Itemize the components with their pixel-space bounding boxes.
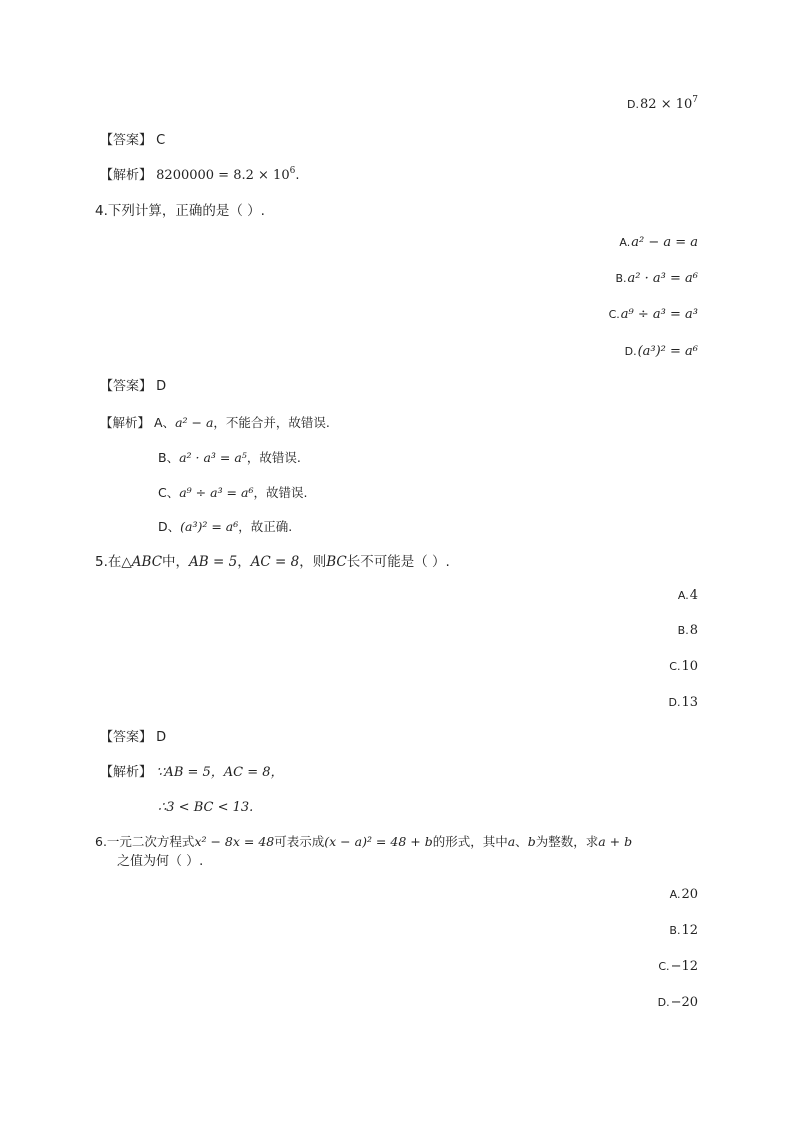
- q5-option-c: [669, 658, 698, 676]
- q5-option-d: [668, 694, 698, 712]
- option-value: 8: [689, 623, 698, 638]
- option-label: A.: [619, 236, 631, 249]
- solution-3: [100, 167, 299, 185]
- answer-value: D: [156, 379, 167, 394]
- solution-expression: ∴3 < BC < 13.: [158, 800, 254, 815]
- option-label: D.: [657, 996, 670, 1009]
- solution-expression: (a³)² = a⁶: [180, 519, 239, 534]
- solution-tag: 【解析】: [100, 415, 151, 430]
- option-label: A.: [677, 589, 689, 602]
- solution-expression: a² · a³ = a⁵: [179, 450, 247, 465]
- stem-math: b: [527, 834, 536, 849]
- stem-text: 的形式，其中: [432, 834, 508, 849]
- q5-option-a: [678, 587, 698, 605]
- option-expression: a⁹ ÷ a³ = a³: [620, 307, 698, 322]
- option-label: C.: [658, 960, 670, 973]
- solution-expression: 8200000 = 8.2 × 10: [156, 168, 290, 183]
- stem-math: a + b: [598, 834, 633, 849]
- q5-option-b: [678, 622, 698, 640]
- option-expression: a² − a = a: [631, 235, 698, 250]
- stem-text: ，则: [299, 554, 327, 570]
- option-label: D.: [668, 696, 681, 709]
- option-label: B.: [677, 624, 689, 637]
- solution-expression: ∵AB = 5，AC = 8，: [156, 765, 284, 780]
- solution-4-b: [158, 449, 301, 467]
- answer-value: C: [156, 133, 166, 148]
- question-6-stem: [95, 833, 632, 851]
- option-label: B.: [615, 272, 627, 285]
- solution-expression: a² − a: [175, 415, 214, 430]
- stem-math: AC = 8: [250, 554, 300, 570]
- answer-3: [100, 132, 165, 150]
- stem-text: 长不可能是（ ）.: [346, 554, 450, 570]
- stem-math: AB = 5: [189, 554, 238, 570]
- solution-exponent: 6: [289, 165, 296, 176]
- answer-tag: 【答案】: [100, 379, 153, 394]
- option-exponent: 7: [692, 94, 698, 105]
- q6-option-a: [670, 886, 698, 904]
- solution-4-d: [158, 518, 292, 536]
- solution-text: ，故正确.: [238, 519, 293, 534]
- stem-text: 、: [515, 834, 528, 849]
- option-value: 13: [681, 695, 698, 710]
- stem-text: 中，: [162, 554, 190, 570]
- answer-tag: 【答案】: [100, 730, 153, 745]
- q6-option-b: [669, 922, 698, 940]
- solution-5-line1: [100, 764, 284, 782]
- option-expression: 82 × 10: [640, 97, 693, 112]
- stem-text: 6.一元二次方程式: [95, 834, 195, 849]
- question-4-stem: 4.下列计算，正确的是（ ）.: [95, 203, 265, 219]
- answer-tag: 【答案】: [100, 133, 153, 148]
- solution-prefix: D、: [158, 519, 181, 534]
- option-expression: a² · a³ = a⁶: [627, 271, 698, 286]
- option-expression: (a³)² = a⁶: [637, 344, 698, 359]
- option-value: 12: [681, 923, 698, 938]
- solution-end: .: [295, 168, 300, 183]
- option-label: C.: [608, 308, 620, 321]
- option-value: 20: [681, 887, 698, 902]
- solution-tag: 【解析】: [100, 168, 153, 183]
- option-label: D.: [624, 345, 637, 358]
- stem-math: (x − a)² = 48 + b: [324, 834, 433, 849]
- stem-math: a: [507, 834, 516, 849]
- option-value: −20: [670, 995, 698, 1010]
- option-value: −12: [670, 959, 698, 974]
- option-label: D.: [627, 98, 640, 111]
- q4-option-b: [616, 270, 699, 288]
- q6-option-c: [658, 958, 698, 976]
- option-value: 10: [681, 659, 698, 674]
- answer-value: D: [156, 730, 167, 745]
- solution-4-a: [100, 414, 330, 432]
- solution-text: ，故错误.: [246, 450, 301, 465]
- stem-text: ，: [237, 554, 251, 570]
- stem-text: 为整数，求: [535, 834, 599, 849]
- stem-math: x² − 8x = 48: [194, 834, 275, 849]
- solution-expression: a⁹ ÷ a³ = a⁶: [179, 485, 254, 500]
- option-value: 4: [689, 588, 698, 603]
- q6-option-d: [658, 994, 698, 1012]
- question-6-stem-line2: 之值为何（ ）.: [117, 854, 204, 869]
- q4-option-a: [619, 234, 698, 252]
- solution-prefix: B、: [158, 450, 180, 465]
- option-label: A.: [669, 888, 681, 901]
- solution-prefix: A、: [154, 415, 176, 430]
- answer-5: [100, 729, 166, 747]
- q4-option-d: [625, 343, 698, 361]
- stem-math: BC: [326, 554, 347, 570]
- stem-math: △ABC: [121, 554, 163, 570]
- option-label: B.: [669, 924, 681, 937]
- solution-4-c: [158, 484, 307, 502]
- question-5-stem: [95, 553, 450, 571]
- q4-option-c: [609, 306, 698, 324]
- answer-4: [100, 378, 166, 396]
- solution-5-line2: [158, 799, 253, 817]
- solution-tag: 【解析】: [100, 765, 153, 780]
- option-label: C.: [669, 660, 681, 673]
- q3-option-d: [627, 96, 698, 114]
- stem-text: 5.在: [95, 554, 122, 570]
- solution-text: ，故错误.: [253, 485, 308, 500]
- solution-text: ，不能合并，故错误.: [213, 415, 330, 430]
- stem-text: 可表示成: [274, 834, 325, 849]
- solution-prefix: C、: [158, 485, 180, 500]
